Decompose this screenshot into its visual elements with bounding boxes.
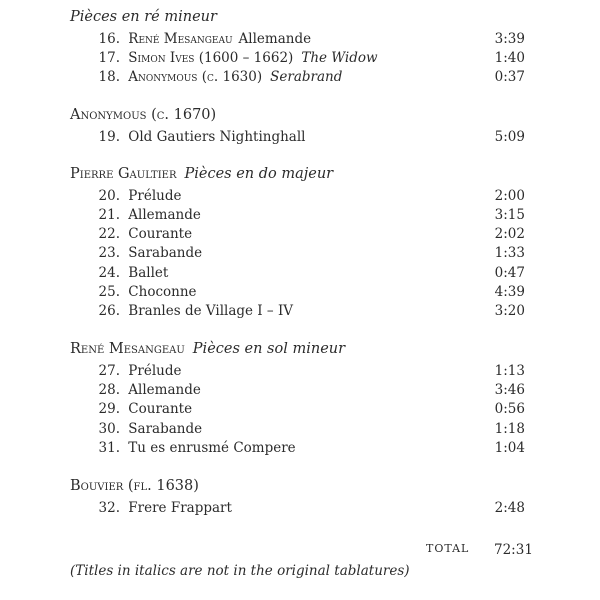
section-composer: Bouvier (fl. 1638) xyxy=(70,478,199,494)
track-duration: 4:39 xyxy=(494,284,525,300)
track-row xyxy=(70,439,525,457)
track-title: Allemande xyxy=(128,382,201,398)
track-row xyxy=(70,381,525,399)
track-number: 29. xyxy=(98,401,120,417)
track-row xyxy=(70,400,525,418)
track-duration: 1:18 xyxy=(494,421,525,437)
track-number: 18. xyxy=(98,69,120,85)
track-duration: 2:48 xyxy=(494,500,525,516)
track-duration: 0:47 xyxy=(494,265,525,281)
track-duration: 3:20 xyxy=(494,303,525,319)
track-duration: 0:56 xyxy=(494,401,525,417)
track-number: 24. xyxy=(98,265,120,281)
track-duration: 1:33 xyxy=(494,245,525,261)
track-title: Prélude xyxy=(128,188,182,204)
track-title: Allemande xyxy=(238,31,312,47)
track-duration: 2:02 xyxy=(494,226,525,242)
track-title: Frere Frappart xyxy=(128,500,232,516)
track-title: Serabrand xyxy=(270,69,343,85)
track-duration: 2:00 xyxy=(494,188,525,204)
track-row xyxy=(70,225,525,243)
track-title: Branles de Village I – IV xyxy=(128,303,294,319)
section-title: Pièces en sol mineur xyxy=(192,341,346,357)
track-composer: Anonymous (c. 1630) xyxy=(128,69,263,85)
track-title: Courante xyxy=(128,401,193,417)
track-row xyxy=(70,30,525,48)
track-row xyxy=(70,68,525,86)
track-number: 31. xyxy=(98,440,120,456)
track-composer: René Mesangeau xyxy=(128,31,233,47)
footnote: (Titles in italics are not in the original tablatures) xyxy=(70,563,410,579)
track-duration: 3:46 xyxy=(494,382,525,398)
track-duration: 1:13 xyxy=(494,363,525,379)
track-row xyxy=(70,128,525,146)
track-number: 26. xyxy=(98,303,120,319)
track-number: 32. xyxy=(98,500,120,516)
section-heading xyxy=(70,8,217,26)
track-duration: 0:37 xyxy=(494,69,525,85)
total-value: 72:31 xyxy=(494,542,533,558)
track-number: 16. xyxy=(98,31,120,47)
track-title: Sarabande xyxy=(128,245,203,261)
track-duration: 1:04 xyxy=(494,440,525,456)
track-title: Choconne xyxy=(128,284,197,300)
track-number: 23. xyxy=(98,245,120,261)
track-number: 17. xyxy=(98,50,120,66)
track-row xyxy=(70,420,525,438)
track-number: 28. xyxy=(98,382,120,398)
track-title: Allemande xyxy=(128,207,201,223)
track-composer: Simon Ives (1600 – 1662) xyxy=(128,50,294,66)
track-duration: 3:39 xyxy=(494,31,525,47)
track-row xyxy=(70,302,525,320)
track-number: 21. xyxy=(98,207,120,223)
track-title: Prélude xyxy=(128,363,182,379)
track-row xyxy=(70,244,525,262)
track-row xyxy=(70,187,525,205)
track-row xyxy=(70,499,525,517)
track-duration: 1:40 xyxy=(494,50,525,66)
section-heading xyxy=(70,106,216,124)
track-number: 30. xyxy=(98,421,120,437)
track-row xyxy=(70,283,525,301)
section-composer: Pierre Gaultier xyxy=(70,166,177,182)
track-title: Ballet xyxy=(128,265,169,281)
section-title: Pièces en ré mineur xyxy=(70,9,217,25)
total-label: TOTAL xyxy=(426,542,470,555)
track-duration: 3:15 xyxy=(494,207,525,223)
track-row xyxy=(70,206,525,224)
section-heading xyxy=(70,165,333,183)
section-heading xyxy=(70,477,199,495)
track-title: Tu es enrusmé Compere xyxy=(128,440,296,456)
section-title: Pièces en do majeur xyxy=(184,166,334,182)
track-number: 25. xyxy=(98,284,120,300)
track-number: 27. xyxy=(98,363,120,379)
track-duration: 5:09 xyxy=(494,129,525,145)
track-row xyxy=(70,362,525,380)
track-number: 19. xyxy=(98,129,120,145)
track-number: 20. xyxy=(98,188,120,204)
track-title: Sarabande xyxy=(128,421,203,437)
section-composer: Anonymous (c. 1670) xyxy=(70,107,217,123)
track-number: 22. xyxy=(98,226,120,242)
track-title: Courante xyxy=(128,226,193,242)
section-heading xyxy=(70,340,345,358)
track-row xyxy=(70,264,525,282)
track-title: Old Gautiers Nightinghall xyxy=(128,129,306,145)
section-composer: René Mesangeau xyxy=(70,341,185,357)
track-title: The Widow xyxy=(301,50,378,66)
track-row xyxy=(70,49,525,67)
